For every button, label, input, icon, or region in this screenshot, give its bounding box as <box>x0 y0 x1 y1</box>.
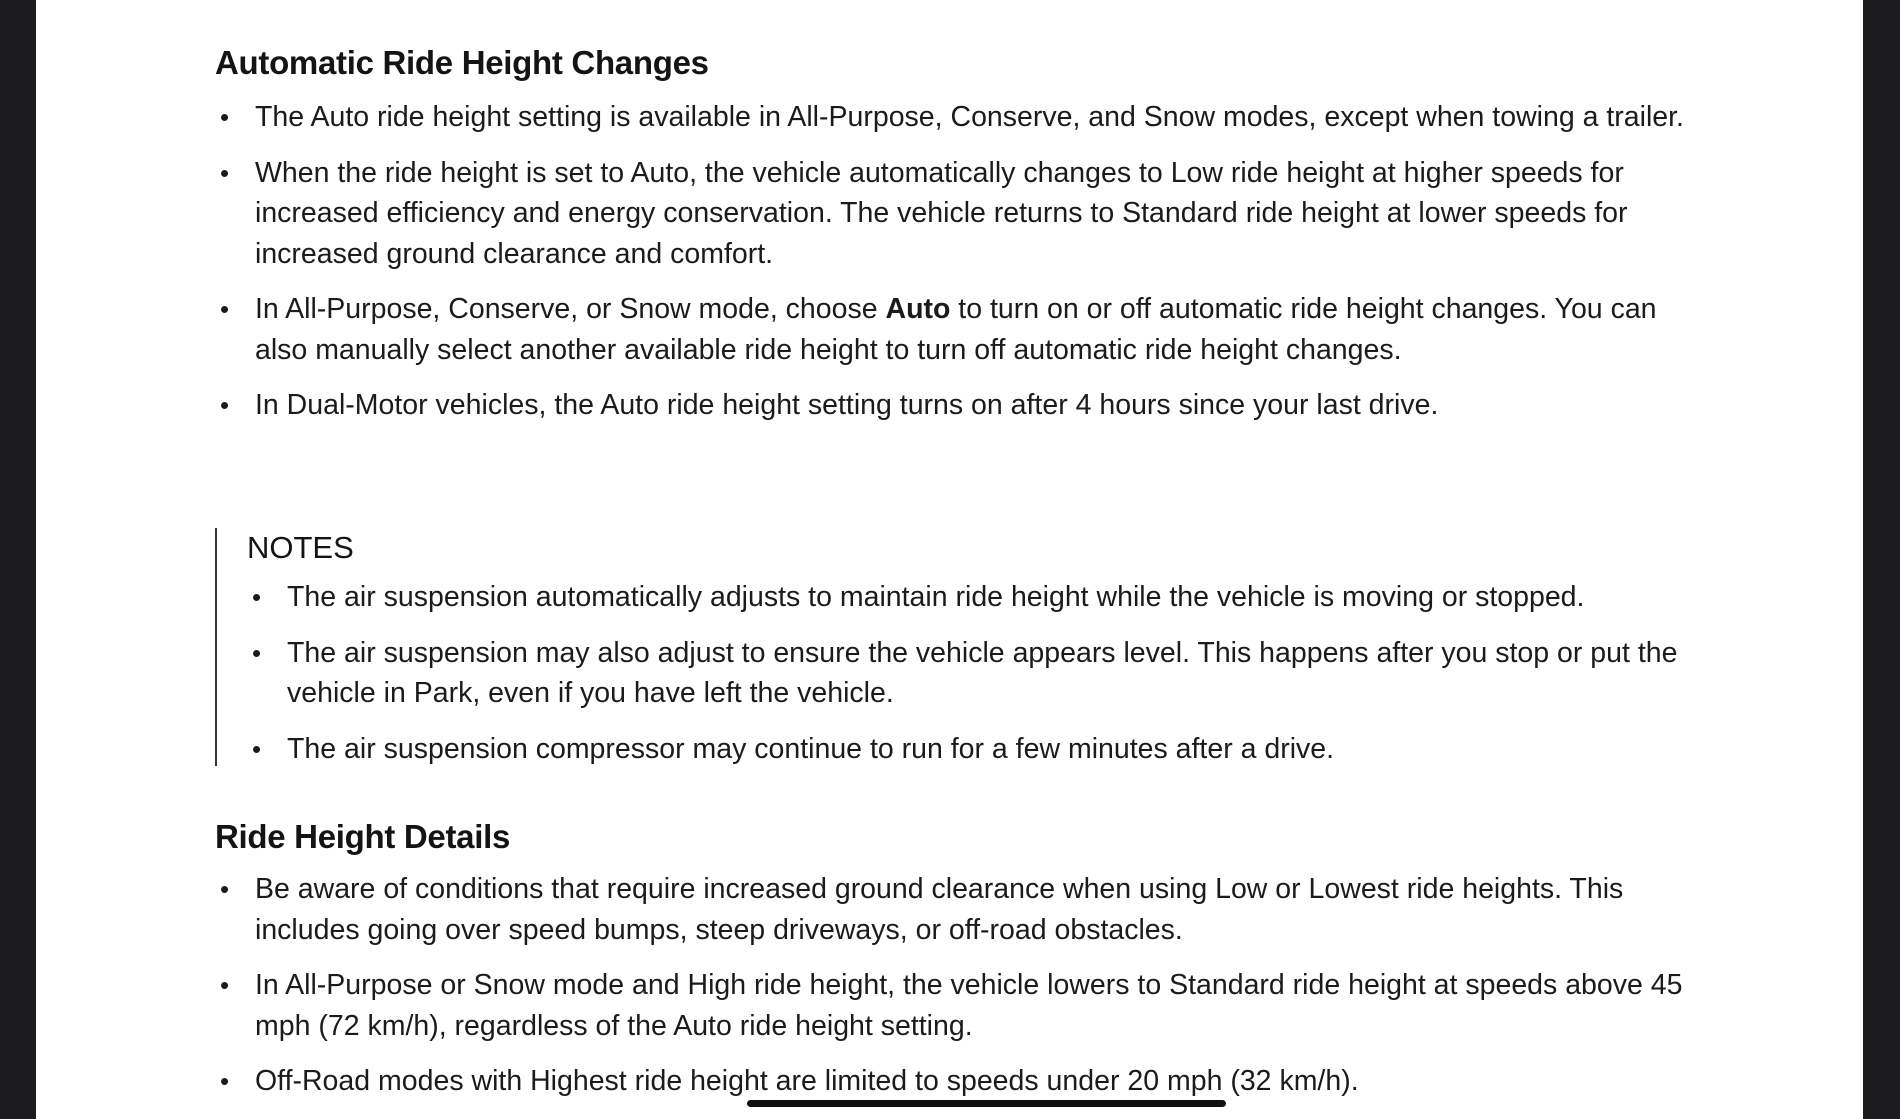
section-heading-ride-height-details: Ride Height Details <box>215 818 511 855</box>
text-span: to turn on or off automatic ride height changes. You can also manually select another available ride height to turn off automatic ride height changes. <box>255 293 1657 366</box>
list-item: • In Dual-Motor vehicles, the Auto ride height setting turns on after 4 hours since your last drive. <box>215 385 1715 426</box>
list-item: • In All-Purpose or Snow mode and High ride height, the vehicle lowers to Standard ride height at speeds above 45 mph (72 km/h), regardless of the Auto ride height setting. <box>215 965 1715 1046</box>
list-item <box>215 289 1715 370</box>
notes-title: NOTES <box>247 530 354 565</box>
automatic-ride-height-list <box>215 97 1715 441</box>
list-item: • The air suspension may also adjust to ensure the vehicle appears level. This happens after you stop or put the vehicle in Park, even if you have left the vehicle. <box>247 633 1717 714</box>
notes-callout <box>215 528 1717 766</box>
list-item <box>215 153 1715 275</box>
list-item: • Be aware of conditions that require increased ground clearance when using Low or Lowest ride heights. This includes going over speed bumps, steep driveways, or off-road obstacles. <box>215 869 1715 950</box>
text-span: In All-Purpose, Conserve, or Snow mode, choose <box>255 293 886 325</box>
list-item: • The air suspension compressor may continue to run for a few minutes after a drive. <box>247 729 1717 770</box>
list-item: • The air suspension automatically adjusts to maintain ride height while the vehicle is moving or stopped. <box>247 577 1717 618</box>
auto-bold-term: Auto <box>885 293 951 325</box>
text-span: When the ride height is set to Auto, the vehicle automatically changes to Low ride height at higher speeds for increased efficiency and energy conservation. The vehicle returns to Standard ride height at lower speeds for increased ground clearance and comfort. <box>255 156 1628 270</box>
list-item: • The Auto ride height setting is available in All-Purpose, Conserve, and Snow modes, except when towing a trailer. <box>215 97 1715 138</box>
section-heading-automatic-ride-height: Automatic Ride Height Changes <box>215 44 709 81</box>
notes-list <box>247 577 1717 784</box>
ride-height-details-list <box>215 869 1715 1117</box>
document-page <box>36 0 1863 1119</box>
list-item: • Off-Road modes with Highest ride height are limited to speeds under 20 mph (32 km/h). <box>215 1061 1715 1102</box>
home-indicator-bar[interactable] <box>747 1100 1226 1107</box>
